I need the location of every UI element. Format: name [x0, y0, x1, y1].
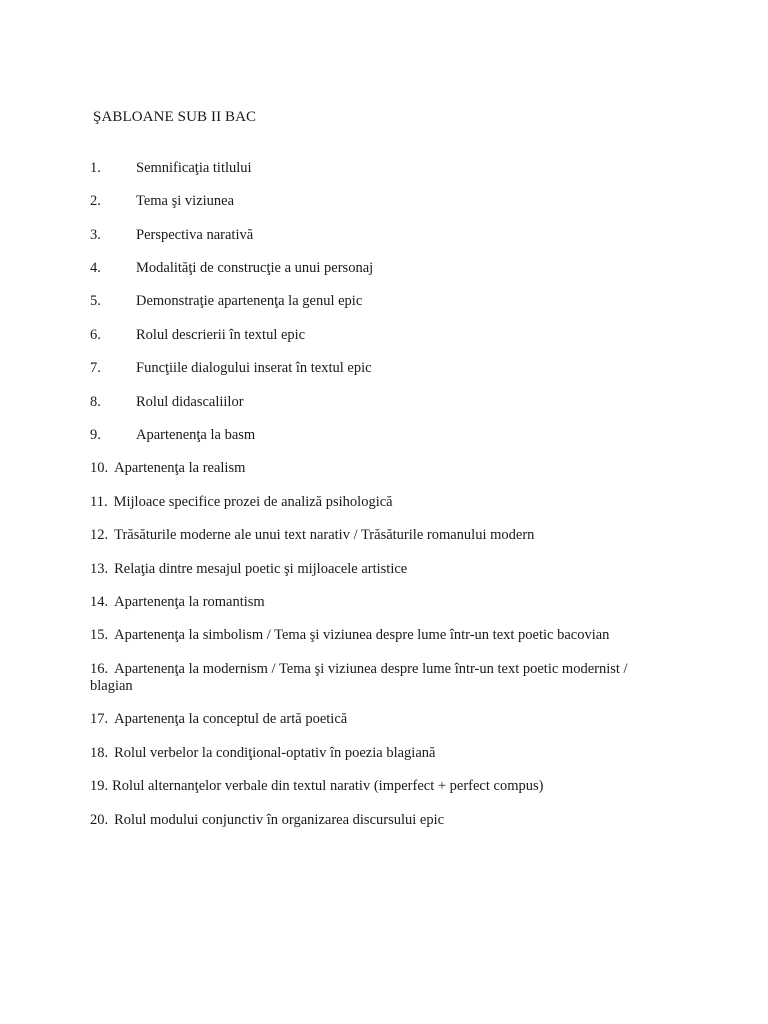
list-item-15	[90, 627, 690, 644]
list-item-14	[90, 594, 690, 611]
item-text: Trăsăturile moderne ale unui text narativ / Trăsăturile romanului modern	[114, 527, 535, 543]
item-text: Rolul alternanţelor verbale din textul narativ (imperfect + perfect compus)	[112, 778, 544, 794]
item-number: 5.	[90, 293, 101, 309]
item-text: Semnificaţia titlului	[136, 160, 252, 176]
item-text: Perspectiva narativă	[136, 227, 254, 243]
item-number: 10.	[90, 460, 109, 476]
list-item-17	[90, 711, 690, 728]
document-title: ŞABLOANE SUB II BAC	[93, 109, 257, 125]
list-item-9	[90, 427, 690, 444]
item-number: 18.	[90, 745, 109, 761]
item-number: 8.	[90, 394, 101, 410]
item-number: 11.	[90, 494, 108, 510]
list-item-7	[90, 360, 690, 377]
item-text: Rolul didascaliilor	[136, 394, 244, 410]
item-text: Funcţiile dialogului inserat în textul epic	[136, 360, 372, 376]
item-number: 3.	[90, 227, 101, 243]
list-item-1	[90, 160, 690, 177]
item-text: Tema şi viziunea	[136, 193, 235, 209]
item-number: 16.	[90, 661, 109, 677]
item-text: Apartenenţa la realism	[114, 460, 246, 476]
item-number: 6.	[90, 327, 101, 343]
item-number: 20.	[90, 812, 109, 828]
list-item-4	[90, 260, 690, 277]
item-text: Mijloace specifice prozei de analiză psihologică	[113, 494, 393, 510]
list-item-5	[90, 293, 690, 310]
list-item-20	[90, 812, 690, 829]
item-number: 4.	[90, 260, 101, 276]
item-number: 1.	[90, 160, 101, 176]
item-number: 17.	[90, 711, 109, 727]
item-text: Demonstraţie apartenenţa la genul epic	[136, 293, 363, 309]
list-item-16	[90, 661, 665, 695]
item-text: Rolul verbelor la condiţional-optativ în poezia blagiană	[114, 745, 436, 761]
item-text: Apartenenţa la conceptul de artă poetică	[114, 711, 348, 727]
item-text: Relaţia dintre mesajul poetic şi mijloacele artistice	[114, 561, 408, 577]
item-number: 13.	[90, 561, 109, 577]
list-item-12	[90, 527, 690, 544]
item-number: 9.	[90, 427, 101, 443]
list-item-19	[90, 778, 690, 795]
list-item-3	[90, 227, 690, 244]
list-item-18	[90, 745, 690, 762]
item-number: 7.	[90, 360, 101, 376]
item-number: 19.	[90, 778, 109, 794]
list-item-10	[90, 460, 690, 477]
list-item-11	[90, 494, 690, 511]
item-text: Apartenenţa la modernism / Tema şi viziunea despre lume într-un text poetic modernist / blagian	[90, 661, 628, 694]
item-number: 14.	[90, 594, 109, 610]
item-text: Rolul modului conjunctiv în organizarea discursului epic	[114, 812, 445, 828]
item-number: 2.	[90, 193, 101, 209]
item-number: 12.	[90, 527, 109, 543]
item-text: Apartenenţa la simbolism / Tema şi viziunea despre lume într-un text poetic bacovian	[114, 627, 610, 643]
list-item-2	[90, 193, 690, 210]
item-text: Modalităţi de construcţie a unui personaj	[136, 260, 374, 276]
item-text: Rolul descrierii în textul epic	[136, 327, 306, 343]
item-number: 15.	[90, 627, 109, 643]
item-text: Apartenenţa la basm	[136, 427, 256, 443]
list-item-6	[90, 327, 690, 344]
item-text: Apartenenţa la romantism	[114, 594, 265, 610]
list-item-8	[90, 394, 690, 411]
list-item-13	[90, 561, 690, 578]
